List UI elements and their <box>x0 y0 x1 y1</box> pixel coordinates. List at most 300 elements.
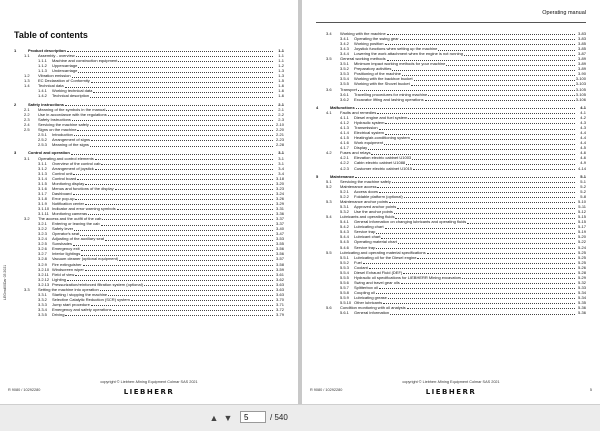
toc-entry-number: 2.5 <box>24 127 30 132</box>
toc-entry-page: 3-105 <box>575 91 586 97</box>
toc-leader-dots <box>414 76 575 80</box>
toc-entry-number: 1.3 <box>24 78 30 84</box>
toc-entry-number: 1.2 <box>24 73 30 79</box>
toc-entry-page: 1-6 <box>278 88 284 94</box>
toc-entry-number: 3.5.1 <box>340 61 349 67</box>
down-arrow-icon[interactable]: ▼ <box>223 413 233 423</box>
toc-entry-title: Coolant <box>354 264 368 270</box>
toc-entry-number: 3.2.1 <box>38 221 47 227</box>
toc-entry-page: 3-57 <box>275 256 284 262</box>
toc-leader-dots <box>428 92 575 96</box>
toc-entry-page: 5-20 <box>577 234 586 240</box>
toc-entry[interactable] <box>14 142 284 147</box>
toc-entry-number: 3.4 <box>326 31 332 36</box>
toc-entry-title: Excavator lifting and lashing operations <box>354 96 424 102</box>
toc-entry-title: Transmission <box>354 125 378 131</box>
toc-entry-page: 5-25 <box>577 259 586 265</box>
toc-leader-dots <box>91 137 273 141</box>
header-rule <box>316 22 586 23</box>
toc-entry-title: Servicing the machine safely <box>38 121 89 127</box>
right-page <box>302 0 600 404</box>
toc-entry[interactable] <box>14 93 284 98</box>
toc-leader-dots <box>385 224 575 228</box>
toc-leader-dots <box>438 46 575 50</box>
toc-entry-title: Vacuum cleaner (optional equipment) <box>52 256 119 262</box>
toc-entry-number: 5.4 <box>326 214 332 220</box>
toc-leader-dots <box>73 241 273 245</box>
toc-entry-number: 3.2.3 <box>38 231 47 237</box>
toc-entry-number: 3.1.6 <box>38 185 47 191</box>
toc-entry-title: Undercarriage <box>52 68 78 74</box>
toc-leader-dots <box>106 107 273 111</box>
toc-entry-number: 4.2.3 <box>340 165 349 171</box>
toc-entry-number: 1 <box>14 48 17 53</box>
toc-entry-page: 3-4 <box>278 165 284 171</box>
toc-leader-dots <box>65 102 273 106</box>
toc-entry-title: EC Declaration of Conformity <box>38 78 90 84</box>
toc-entry-title: Lighting <box>52 276 67 282</box>
toc-entry-title: Maintenance <box>330 173 355 179</box>
toc-entry-title: Foldable platform (optional) <box>354 194 403 200</box>
toc-entry-page: 3-87 <box>577 51 586 57</box>
toc-entry-page: 3-89 <box>577 66 586 72</box>
toc-entry-number: 4.1.6 <box>340 140 349 146</box>
toc-entry-number: 4 <box>316 104 319 110</box>
toc-entry-title: General information <box>354 310 390 316</box>
toc-leader-dots <box>467 219 575 223</box>
toc-entry-number: 5.4.6 <box>340 244 349 250</box>
toc-leader-dots <box>81 246 273 250</box>
toc-leader-dots <box>100 287 273 291</box>
toc-entry-title: Hydraulic oil specifications for LIEBHERR Mining excavators <box>354 274 462 280</box>
toc-leader-dots <box>95 156 273 160</box>
toc-entry-page: 3-37 <box>275 221 284 227</box>
toc-entry-number: 3.2.8 <box>38 256 47 262</box>
toc-leader-dots <box>397 204 575 208</box>
toc-entry-title: Jump start procedure <box>52 301 90 307</box>
toc-entry-title: Safety Instructions <box>38 116 71 122</box>
toc-entry-page: 5-10 <box>577 199 586 205</box>
toc-entry-title: Arrangement of joystick <box>52 165 94 171</box>
toc-entry-number: 5.5.9 <box>340 294 349 300</box>
toc-leader-dots <box>83 262 273 266</box>
toc-leader-dots <box>108 112 273 116</box>
toc-entry-page: 3-36 <box>275 211 284 217</box>
toc-leader-dots <box>417 255 575 259</box>
toc-entry-title: Selective Catalytic Reduction (SCR) system <box>52 296 130 302</box>
toc-entry-page: 5-11 <box>578 204 586 210</box>
toc-entry-number: 3.3.2 <box>38 296 47 302</box>
toc-entry-title: Adjusting of the auxiliary seat <box>52 236 105 242</box>
toc-entry-page: 3-105 <box>575 86 586 92</box>
toc-entry-title: Uppercarriage <box>52 63 78 69</box>
toc-leader-dots <box>394 209 575 213</box>
toc-leader-dots <box>379 125 575 129</box>
toc-entry-number: 3.6 <box>326 86 332 92</box>
toc-entry-number: 1.1.3 <box>38 68 47 74</box>
footer-doc-code-right: R 9080 / 10292280 <box>310 388 343 392</box>
toc-entry-page: 3-83 <box>577 36 586 42</box>
toc-entry-number: 5.3.1 <box>340 204 349 210</box>
toc-entry-number: 1.1.1 <box>38 58 47 64</box>
up-arrow-icon[interactable]: ▲ <box>209 413 219 423</box>
toc-entry-number: 2 <box>14 101 17 107</box>
toc-entry-number: 2.2 <box>24 111 30 117</box>
toc-leader-dots <box>462 275 575 279</box>
toc-entry-page: 3-71 <box>275 301 284 307</box>
toc-entry-title: Pressurization/reinforced filtration system (optional) <box>52 281 143 287</box>
footer-copyright-right: copyright © Liebherr-Mining Equipment Colmar SAS 2021 <box>402 380 500 384</box>
toc-entry-number: 1.4.1 <box>38 88 47 94</box>
toc-entry-number: 5.4.1 <box>340 219 349 225</box>
toc-leader-dots <box>358 87 575 91</box>
toc-entry-page: 5-15 <box>577 214 586 220</box>
liebherr-logo-right: LIEBHERR <box>425 388 477 396</box>
toc-entry-number: 3.2 <box>24 216 30 222</box>
toc-entry-page: 5-25 <box>577 254 586 260</box>
toc-entry-page: 5-36 <box>577 310 586 316</box>
toc-entry-title: Operating and control elements <box>38 155 94 161</box>
toc-entry-title: Safety lever <box>52 226 74 232</box>
footer-doc-code-left: R 9080 / 10292280 <box>8 388 41 392</box>
toc-leader-dots <box>446 61 575 65</box>
toc-entry-number: 5.5.5 <box>340 274 349 280</box>
toc-entry-number: 3.4.2 <box>340 41 349 47</box>
toc-entry-title: Positioning of the machine <box>354 71 401 77</box>
toc-leader-dots <box>390 310 575 314</box>
toc-entry-page: 3-63 <box>275 286 284 292</box>
toc-entry-page: 3-100 <box>575 76 586 82</box>
toc-entry-title: Sunshades <box>52 241 73 247</box>
toc-entry-number: 3.2.9 <box>38 261 47 267</box>
toc-entry-number: 3.4.4 <box>340 51 349 57</box>
toc-entry-number: 3.1.11 <box>38 211 49 217</box>
toc-entry-page: 4-4 <box>580 130 586 136</box>
toc-leader-dots <box>102 216 273 220</box>
toc-entry[interactable] <box>316 97 586 102</box>
toc-entry-number: 4.1 <box>326 110 332 115</box>
toc-entry-title: Customer electric cabinet U1015 <box>354 165 413 171</box>
toc-entry-page: 2-20 <box>275 127 284 132</box>
toc-entry-title: Control and operation <box>28 150 70 156</box>
toc-entry-number: 1.1 <box>24 53 30 59</box>
toc-leader-dots <box>90 93 273 97</box>
toc-entry-page: 4-14 <box>577 165 586 171</box>
toc-entry-title: Diesel Exhaust Fluid (DEF) <box>354 269 403 275</box>
toc-entry-number: 3.1.4 <box>38 175 47 181</box>
toc-entry-number: 3.1.10 <box>38 206 50 211</box>
toc-entry-title: Driving <box>52 311 65 317</box>
toc-entry-title: Emergency exit <box>52 246 80 252</box>
toc-leader-dots <box>74 226 273 230</box>
toc-entry-number: 3.6.2 <box>340 96 349 102</box>
toc-entry-number: 3.3.4 <box>38 306 47 312</box>
toc-entry-number: 4.1.3 <box>340 125 349 131</box>
toc-entry-page: 3-70 <box>275 296 284 302</box>
toc-entry-title: Servicing the machine safely <box>340 178 391 184</box>
toc-leader-dots <box>385 120 575 124</box>
toc-entry-title: Maintenance anchor points <box>340 199 389 205</box>
toc-entry-page: 3-31 <box>275 206 284 211</box>
toc-entry-title: Lubricants and operating fluids <box>340 214 395 220</box>
toc-leader-dots <box>389 199 575 203</box>
toc-entry-number: 5.2.2 <box>340 194 349 200</box>
liebherr-logo-left: LIEBHERR <box>123 388 175 396</box>
toc-leader-dots <box>91 302 273 306</box>
toc-entry-title: Diesel engine and fuel system <box>354 115 408 121</box>
toc-entry-title: Meaning of the signs <box>52 142 89 148</box>
toc-leader-dots <box>101 221 273 225</box>
footer-page-number: 5 <box>589 388 592 392</box>
toc-leader-dots <box>77 127 273 131</box>
toc-leader-dots <box>73 171 273 175</box>
toc-entry-title: Service trap <box>354 229 376 235</box>
toc-entry-title: Dashboard <box>52 190 72 196</box>
toc-leader-dots <box>78 63 273 67</box>
toc-leader-dots <box>411 81 575 85</box>
toc-entry-title: Working position <box>354 41 384 47</box>
toc-entry-title: General working methods <box>340 56 386 62</box>
toc-entry-page: 3-89 <box>577 56 586 62</box>
toc-entry-title: The access and the outfit of the cab <box>38 216 102 222</box>
toc-leader-dots <box>75 272 273 276</box>
toc-entry-page: 5-36 <box>577 305 586 311</box>
toc-entry-title: Menus and functions of the display <box>52 185 114 191</box>
toc-entry-number: 4.2.1 <box>340 155 349 161</box>
toc-entry-page: 3-59 <box>275 266 284 272</box>
toc-entry-page: 4-6 <box>580 150 586 156</box>
toc-entry-page: 1-3 <box>278 68 284 74</box>
toc-entry-number: 3.2.4 <box>38 236 47 242</box>
toc-leader-dots <box>383 300 575 304</box>
toc-entry-title: Approved anchor points <box>354 204 397 210</box>
toc-entry-title: Control board <box>52 175 77 181</box>
toc-leader-dots <box>85 181 273 185</box>
toc-leader-dots <box>113 307 273 311</box>
toc-entry-number: 3.2.2 <box>38 226 47 232</box>
toc-entry-page: 1-3 <box>278 73 284 79</box>
toc-entry-title: Heating/air-conditioning system <box>354 135 410 141</box>
toc-entry-page: 2-2 <box>278 111 284 117</box>
toc-leader-dots <box>80 231 273 235</box>
toc-entry-page: 2-3 <box>278 116 284 122</box>
toc-entry-page: 4-6 <box>580 155 586 161</box>
toc-entry[interactable] <box>316 166 586 171</box>
toc-leader-dots <box>401 280 575 284</box>
toc-leader-dots <box>384 140 575 144</box>
toc-leader-dots <box>119 256 273 260</box>
toc-leader-dots <box>425 97 575 101</box>
toc-entry-page: 5-15 <box>577 219 586 225</box>
toc-entry-title: Other lubricants <box>354 300 383 306</box>
toc-leader-dots <box>398 239 575 243</box>
toc-entry-page: 5-22 <box>577 239 586 245</box>
toc-entry-title: Introduction <box>52 132 73 138</box>
toc-title: Table of contents <box>14 30 88 40</box>
toc-leader-dots <box>101 161 273 165</box>
toc-entry-number: 5.4.5 <box>340 239 349 245</box>
toc-leader-dots <box>377 184 575 188</box>
toc-entry-page: 3-1 <box>278 160 284 166</box>
toc-entry-page: 3-56 <box>275 246 284 252</box>
toc-entry-page: 3-63 <box>275 291 284 297</box>
toc-leader-dots <box>67 277 273 281</box>
toc-entry-page: 3-85 <box>577 46 586 52</box>
toc-leader-dots <box>392 179 575 183</box>
toc-entry-page: 2-10 <box>275 121 284 127</box>
toc-entry-page: 4-3 <box>580 125 586 131</box>
toc-entry-title: Use in accordance with the regulations <box>38 111 107 117</box>
toc-entry-number: 3.1.1 <box>38 160 47 166</box>
toc-entry-number: 3.3.3 <box>38 301 47 307</box>
toc-entry-title: Splitterbox oil <box>354 284 379 290</box>
toc-leader-dots <box>411 135 575 139</box>
toc-entry-title: Product description <box>28 48 66 53</box>
toc-entry-number: 3.2.12 <box>38 276 50 282</box>
toc-entry-title: Setting the machine into operation <box>38 286 99 292</box>
toc-leader-dots <box>72 117 273 121</box>
toc-entry-title: Overview of the control cab <box>52 160 101 166</box>
toc-leader-dots <box>402 71 575 75</box>
toc-entry-number: 5.4.2 <box>340 224 349 230</box>
toc-entry-number: 3.1.2 <box>38 165 47 171</box>
toc-entry-title: Technical description <box>52 93 90 99</box>
toc-entry-page: 5-29 <box>577 274 586 280</box>
toc-entry-page: 5-8 <box>580 194 586 200</box>
toc-leader-dots <box>65 312 273 316</box>
toc-entry-number: 5.3.2 <box>340 209 349 215</box>
toc-entry-title: Maintenance access <box>340 183 377 189</box>
toc-entry-page: 3-79 <box>275 311 284 317</box>
toc-entry-number: 5.4.3 <box>340 229 349 235</box>
toc-leader-dots <box>408 115 575 119</box>
toc-entry[interactable] <box>316 310 586 315</box>
toc-entry[interactable] <box>14 312 284 317</box>
toc-entry-number: 4.2 <box>326 150 332 156</box>
toc-entry-title: Lubricant chart <box>354 234 381 240</box>
toc-entry-page: 1-1 <box>278 58 284 64</box>
toc-entry-number: 3.1.8 <box>38 195 47 201</box>
toc-list-left <box>14 48 284 317</box>
toc-leader-dots <box>91 78 273 82</box>
toc-entry-page: 4-1 <box>580 110 586 115</box>
page-total: / 540 <box>270 413 288 422</box>
toc-entry-page: 3-1 <box>278 155 284 161</box>
toc-entry-title: Indicator and error warning symbols <box>52 206 116 211</box>
toc-entry-title: Working technical data <box>52 88 93 94</box>
toc-entry-title: Interior lightings <box>52 251 81 257</box>
toc-entry-number: 3.5.3 <box>340 71 349 77</box>
toc-leader-dots <box>407 305 575 309</box>
toc-leader-dots <box>376 229 575 233</box>
toc-entry-page: 1-2 <box>278 63 284 69</box>
toc-leader-dots <box>81 251 273 255</box>
toc-entry-number: 2.3 <box>24 116 30 122</box>
toc-leader-dots <box>115 186 273 190</box>
toc-leader-dots <box>427 250 575 254</box>
toc-entry-title: Elevation electric cabinet U1003 <box>354 155 412 161</box>
toc-leader-dots <box>90 122 273 126</box>
toc-leader-dots <box>400 36 575 40</box>
toc-leader-dots <box>403 270 575 274</box>
toc-entry-page: 5-1 <box>580 178 586 184</box>
toc-entry-page: 3-89 <box>577 61 586 67</box>
toc-entry-number: 5.5.1 <box>340 254 349 260</box>
toc-entry-title: Arrangement of signs <box>52 137 91 143</box>
toc-entry-number: 3.1.5 <box>38 180 47 186</box>
toc-entry-page: 2-1 <box>278 106 284 112</box>
toc-entry-number: 3.4.1 <box>340 36 349 42</box>
toc-entry-page: 3-103 <box>575 81 586 87</box>
toc-leader-dots <box>85 201 273 205</box>
toc-entry-number: 3.2.5 <box>38 241 47 247</box>
toc-leader-dots <box>77 176 273 180</box>
toc-entry-page: 3-23 <box>275 185 284 191</box>
toc-entry-title: Swing and travel gear oils <box>354 279 400 285</box>
toc-entry-page: 1-6 <box>278 83 284 89</box>
toc-entry-page: 3-26 <box>275 195 284 201</box>
toc-entry-number: 3.1.3 <box>38 170 47 176</box>
toc-entry-number: 3.2.6 <box>38 246 47 252</box>
toc-leader-dots <box>369 265 575 269</box>
toc-entry-number: 4.1.4 <box>340 130 349 136</box>
toc-entry-page: 3-72 <box>275 306 284 312</box>
toc-entry-number: 2.5.2 <box>38 137 47 143</box>
toc-leader-dots <box>388 295 575 299</box>
toc-entry-title: Notification center <box>52 200 85 206</box>
toc-entry-page: 4-2 <box>580 115 586 121</box>
toc-entry-page: 3-63 <box>275 281 284 287</box>
toc-leader-dots <box>381 234 575 238</box>
toc-entry-number: 2.1 <box>24 106 30 112</box>
toc-entry-number: 5.5.3 <box>340 264 349 270</box>
toc-entry-number: 5.5.7 <box>340 284 349 290</box>
viewer-toolbar <box>0 404 600 431</box>
page-number-input[interactable] <box>240 411 266 423</box>
toc-entry-title: Error pop-up <box>52 195 75 201</box>
toc-entry-title: Lubricating chart <box>354 224 384 230</box>
toc-entry-title: Starting / stopping the machine <box>52 291 108 297</box>
toc-leader-dots <box>355 174 575 178</box>
side-revision-text: LEGrnd00Dar 03 2021 <box>3 264 7 300</box>
toc-leader-dots <box>117 206 273 210</box>
toc-entry-page: 4-4 <box>580 140 586 146</box>
toc-entry-page: 2-23 <box>275 137 284 143</box>
toc-entry-page: 3-61 <box>275 271 284 277</box>
toc-entry-number: 4.2.2 <box>340 160 349 166</box>
toc-entry-title: Condition monitoring with oil analysis <box>340 305 406 311</box>
toc-entry-page: 5-2 <box>580 189 586 194</box>
toc-entry-number: 5.5.4 <box>340 269 349 275</box>
toc-entry-title: General information on changing lubricants and operating fluids <box>354 219 467 225</box>
toc-leader-dots <box>385 41 576 45</box>
toc-entry-title: Operating material chart <box>354 239 397 245</box>
toc-entry-title: Working with the backhoe bucket <box>354 76 413 82</box>
toc-entry-title: Working with the Shovel bucket <box>354 81 410 87</box>
toc-entry-number: 3.1.7 <box>38 190 47 196</box>
toc-entry-title: Use the anchor points <box>354 209 393 215</box>
toc-entry-title: Coupling oil <box>354 289 375 295</box>
toc-entry-page: 3-90 <box>577 71 586 77</box>
toc-entry-page: 4-5 <box>580 145 586 151</box>
toc-entry-title: Technical data <box>38 83 64 89</box>
toc-entry-page: 3-20 <box>275 180 284 186</box>
toc-entry-title: Minimum impact working methods for your machine <box>354 61 446 67</box>
toc-leader-dots <box>74 132 273 136</box>
toc-entry-page: 3-83 <box>577 31 586 36</box>
toc-entry-number: 3.2.11 <box>38 271 49 277</box>
toc-entry-number: 3.2.10 <box>38 266 50 272</box>
